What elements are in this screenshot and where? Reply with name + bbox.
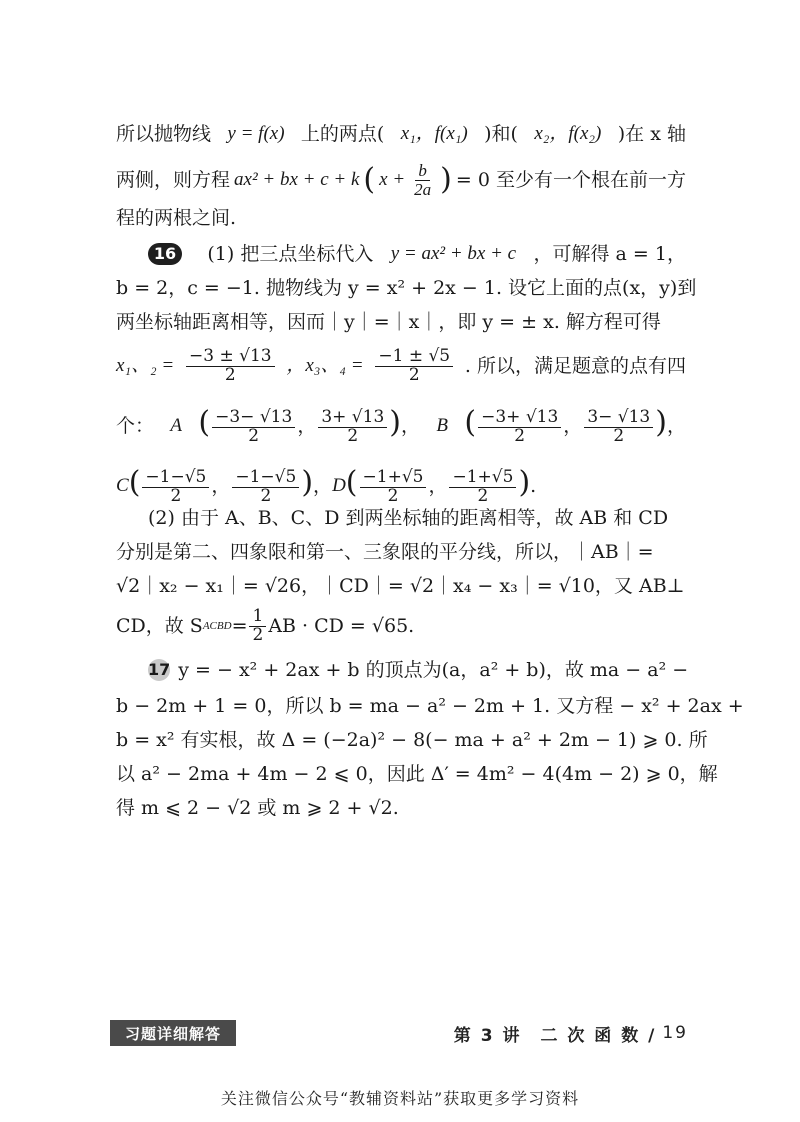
point-a-label: A (170, 415, 183, 436)
p16-line4 (116, 344, 686, 388)
point-b: ( $\frac{-3+ √13}{2}$ ， $\frac{3- √13}{2}$ )， (464, 405, 686, 446)
fraction (318, 406, 387, 446)
text: 两侧，则方程 (116, 169, 231, 191)
paren-close: ) (518, 465, 531, 500)
equation: y = ax² + bx + c (390, 243, 517, 264)
paren-open: ( (345, 465, 358, 500)
numerator: −3 ± √13 (186, 348, 275, 367)
text: (1) 把三点坐标代入 (207, 243, 374, 265)
denominator: 2 (613, 425, 625, 446)
text: √2｜x₂ − x₁｜= √26，｜CD｜= √2｜x₄ − x₃｜= √10，又 AB⊥ (116, 575, 685, 597)
text: 两坐标轴距离相等，因而｜y｜=｜x｜，即 y = ± x. 解方程可得 (116, 311, 661, 333)
text: CD，故 S (116, 615, 203, 637)
denominator: 2 (252, 624, 264, 645)
text: 上的两点( (300, 123, 385, 145)
chapter-title: 第 3 讲 二 次 函 数 / (453, 1025, 657, 1046)
text: = 0 至少有一个根在前一方 (455, 169, 686, 191)
fraction (186, 345, 275, 385)
denominator: 2 (408, 364, 420, 385)
numerator: 1 (249, 608, 266, 627)
denominator: 2 (477, 485, 489, 506)
text: 分别是第二、四象限和第一、三象限的平分线，所以，｜AB｜= (116, 541, 654, 563)
roots-12: x₁、₂ = (116, 355, 175, 376)
p16-line3 (116, 300, 686, 344)
numerator: −1−√5 (142, 469, 209, 488)
equation: y = f(x) (227, 123, 285, 144)
numerator: −1+√5 (449, 469, 516, 488)
fraction (584, 406, 653, 446)
text: b = x² 有实根，故 Δ = (−2a)² − 8(− ma + a² + 2m − 1) ⩾ 0. 所 (116, 729, 708, 751)
text: . 所以，满足题意的点有四 (464, 355, 686, 377)
numerator: −3− √13 (212, 409, 295, 428)
point-a: ( $\frac{-3- √13}{2}$ ， $\frac{3+ √13}{2}$ )， (198, 405, 420, 446)
p16-part2-line3 (116, 564, 686, 608)
denominator: 2 (248, 425, 260, 446)
denominator: 2 (260, 485, 272, 506)
paren-open: ( (464, 405, 477, 440)
p17-line5 (116, 786, 686, 830)
text: )和( (484, 123, 518, 145)
point-c: ( $\frac{-1-√5}{2}$ ， $\frac{-1-√5}{2}$ )， (128, 465, 333, 506)
fraction (249, 605, 266, 645)
paren-open: ( (198, 405, 211, 440)
text: 以 a² − 2ma + 4m − 2 ⩽ 0，因此 Δ′ = 4m² − 4(4m − 2) ⩾ 0，解 (116, 763, 718, 785)
point-c-label: C (116, 475, 129, 496)
text: = (231, 615, 248, 637)
point-d-label: D (332, 475, 346, 496)
text: 个： (116, 415, 155, 437)
text: 所以抛物线 (116, 123, 212, 145)
area-subscript: ACBD (202, 620, 232, 632)
chapter-header (454, 1018, 688, 1048)
denominator: 2 (514, 425, 526, 446)
paren-close: ) (655, 405, 667, 440)
paren-close: ) (440, 162, 452, 197)
numerator: b (415, 162, 430, 181)
point-d: ( $\frac{-1+√5}{2}$ ， $\frac{-1+√5}{2}$ ). (345, 465, 537, 506)
fraction (411, 162, 434, 199)
roots-34: ，x₃、₄ = (286, 355, 364, 376)
numerator: 3+ √13 (318, 409, 387, 428)
paren-open: ( (128, 465, 141, 500)
fraction (212, 406, 295, 446)
paren-open: ( (363, 162, 376, 197)
text: AB · CD = √65. (268, 615, 415, 637)
p16-part2-line4 (116, 604, 686, 648)
text: ，可解得 a = 1， (533, 243, 686, 265)
point-2: x₂，f(x₂) (534, 123, 602, 144)
text: 程的两根之间. (116, 207, 237, 229)
point-1: x₁，f(x₁) (400, 123, 468, 144)
text: b − 2m + 1 = 0，所以 b = ma − a² − 2m + 1. 又方程 − x² + 2ax + (116, 695, 744, 717)
denominator: 2a (414, 179, 432, 199)
point-b-label: B (436, 415, 448, 436)
para1-line1 (116, 112, 686, 156)
text: (2) 由于 A、B、C、D 到两坐标轴的距离相等，故 AB 和 CD (148, 507, 669, 529)
watermark: 关注微信公众号“教辅资料站”获取更多学习资料 (220, 1089, 580, 1108)
denominator: 2 (224, 364, 236, 385)
paren-close: ) (389, 405, 401, 440)
numerator: 3− √13 (584, 409, 653, 428)
var-x: x + (379, 169, 406, 190)
text: 得 m ⩽ 2 − √2 或 m ⩾ 2 + √2. (116, 797, 399, 819)
numerator: −1+√5 (360, 469, 427, 488)
section-tag: 习题详细解答 (110, 1020, 236, 1046)
denominator: 2 (387, 485, 399, 506)
p16-line5 (116, 404, 686, 448)
problem-number-badge: 17 (148, 660, 171, 679)
numerator: −1−√5 (232, 469, 299, 488)
page-number: 19 (662, 1023, 688, 1043)
fraction (375, 345, 453, 385)
numerator: −3+ √13 (478, 409, 561, 428)
text: )在 x 轴 (617, 123, 686, 145)
denominator: 2 (347, 425, 359, 446)
text: b = 2，c = −1. 抛物线为 y = x² + 2x − 1. 设它上面的点(x，y)到 (116, 277, 697, 299)
text: y = − x² + 2ax + b 的顶点为(a，a² + b)，故 ma − a² − (178, 659, 689, 681)
paren-close: ) (301, 465, 314, 500)
fraction (478, 406, 561, 446)
numerator: −1 ± √5 (375, 348, 453, 367)
problem-number-badge: 16 (148, 243, 182, 265)
equation: ax² + bx + c + k (234, 169, 360, 190)
denominator: 2 (170, 485, 182, 506)
